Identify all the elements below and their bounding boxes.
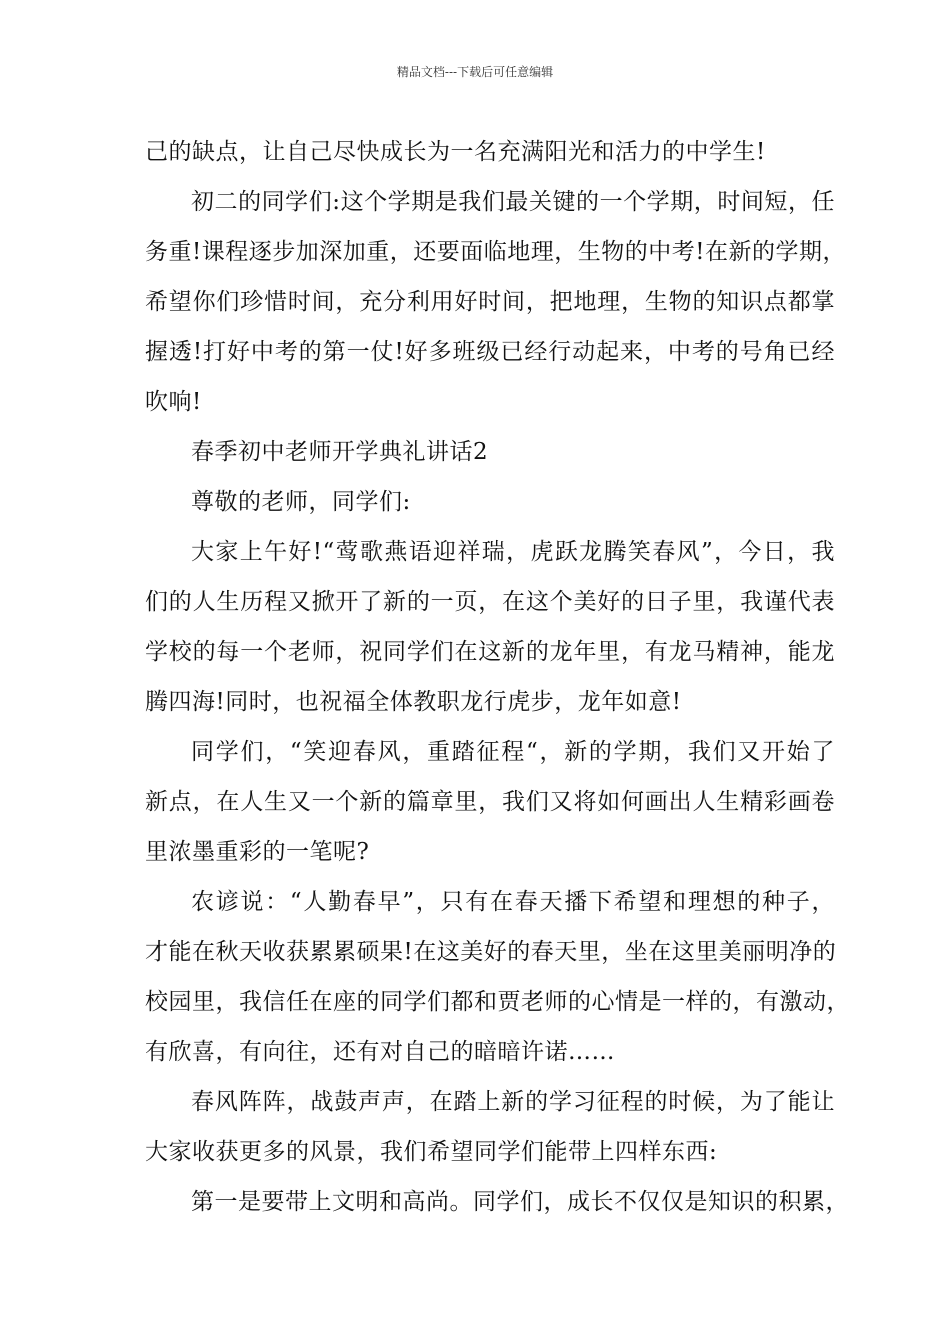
section-title: 春季初中老师开学典礼讲话2 [191, 439, 489, 465]
text-line: 握透!打好中考的第一仗!好多班级已经行动起来，中考的号角已经 [145, 339, 835, 365]
text-line: 大家上午好!“莺歌燕语迎祥瑞，虎跃龙腾笑春风”，今日，我 [191, 539, 835, 565]
page-header: 精品文档---下载后可任意编辑 [396, 65, 554, 79]
text-line: 校园里，我信任在座的同学们都和贾老师的心情是一样的，有激动， [145, 989, 850, 1015]
text-line: 初二的同学们:这个学期是我们最关键的一个学期，时间短，任 [191, 189, 835, 215]
text-line: 大家收获更多的风景，我们希望同学们能带上四样东西: [145, 1139, 718, 1165]
text-line: 务重!课程逐步加深加重，还要面临地理，生物的中考!在新的学期， [145, 239, 846, 265]
text-line: 同学们，“笑迎春风，重踏征程“，新的学期，我们又开始了 [191, 739, 835, 765]
text-line: 学校的每一个老师，祝同学们在这新的龙年里，有龙马精神，能龙 [145, 639, 835, 665]
salutation: 尊敬的老师，同学们: [191, 489, 411, 515]
text-line: 才能在秋天收获累累硕果!在这美好的春天里，坐在这里美丽明净的 [145, 939, 837, 965]
text-line: 春风阵阵，战鼓声声，在踏上新的学习征程的时候，为了能让 [191, 1089, 835, 1115]
text-line: 腾四海!同时，也祝福全体教职龙行虎步，龙年如意! [145, 689, 682, 715]
text-line: 第一是要带上文明和高尚。同学们，成长不仅仅是知识的积累， [191, 1189, 849, 1215]
text-line: 希望你们珍惜时间，充分利用好时间，把地理，生物的知识点都掌 [145, 289, 835, 315]
text-line: 农谚说：“人勤春早”，只有在春天播下希望和理想的种子， [191, 889, 835, 915]
text-line: 们的人生历程又掀开了新的一页，在这个美好的日子里，我谨代表 [145, 589, 835, 615]
document-body [145, 127, 850, 1227]
text-line: 里浓墨重彩的一笔呢? [145, 839, 370, 865]
text-line: 己的缺点，让自己尽快成长为一名充满阳光和活力的中学生! [145, 139, 766, 165]
text-line: 有欣喜，有向往，还有对自己的暗暗许诺…… [145, 1039, 615, 1065]
text-line: 新点，在人生又一个新的篇章里，我们又将如何画出人生精彩画卷 [145, 789, 835, 815]
text-line: 吹响! [145, 389, 202, 415]
